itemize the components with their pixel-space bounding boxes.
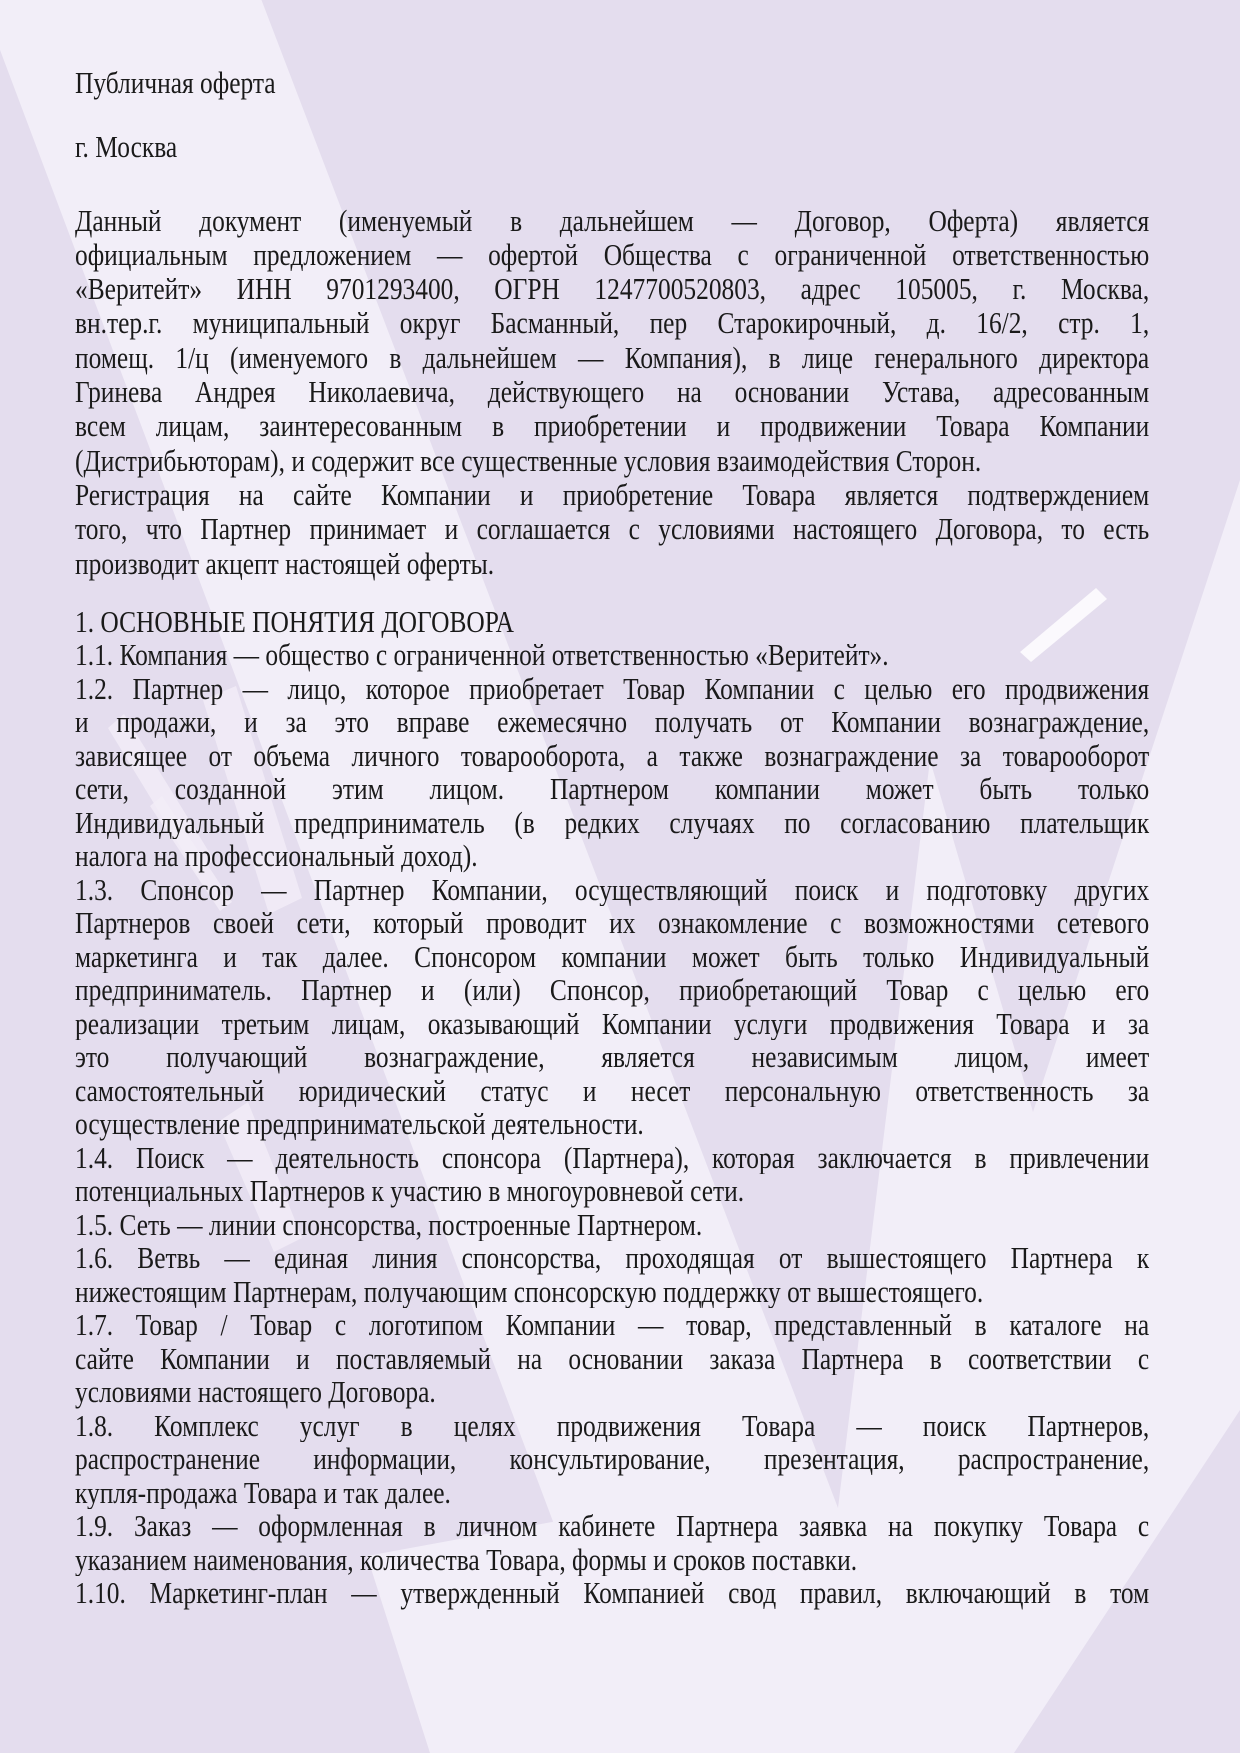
clause-1-5 (75, 1208, 1240, 1242)
text-line: сайте Компании и поставляемый на основании заказа Партнера в соответствии с (75, 1341, 1150, 1376)
text-line: предприниматель. Партнер и (или) Спонсор, приобретающий Товар с целью его (75, 973, 1150, 1007)
text-line: 1.4. Поиск — деятельность спонсора (Партнера), которая заключается в привлечении (75, 1140, 1150, 1175)
clause-1-9 (75, 1509, 1240, 1576)
text-line: 1.3. Спонсор — Партнер Компании, осуществляющий поиск и подготовку других (75, 872, 1150, 907)
document-body (75, 204, 1240, 1610)
text-line: налога на профессиональный доход). (75, 839, 478, 873)
text-line: указанием наименования, количества Товара, формы и сроков поставки. (75, 1542, 858, 1577)
text-line: это получающий вознаграждение, является независимым лицом, имеет (75, 1040, 1150, 1074)
clause-1-2 (75, 672, 1240, 873)
text-line: (Дистрибьюторам), и содержит все существенные условия взаимодействия Сторон. (75, 443, 982, 478)
text-line: Гринева Андрея Николаевича, действующего на основании Устава, адресованным (75, 375, 1150, 410)
document-title: Публичная оферта (75, 66, 276, 100)
text-line: всем лицам, заинтересованным в приобретении и продвижении Товара Компании (75, 409, 1150, 444)
text-line: нижестоящим Партнерам, получающим спонсорскую поддержку от вышестоящего. (75, 1274, 984, 1309)
text-line: 1. ОСНОВНЫЕ ПОНЯТИЯ ДОГОВОРА (75, 604, 515, 639)
text-line: купля-продажа Товара и так далее. (75, 1475, 451, 1510)
text-line: Данный документ (именуемый в дальнейшем — Договор, Оферта) является (75, 203, 1150, 238)
text-line: производит акцепт настоящей оферты. (75, 546, 495, 581)
text-line: реализации третьим лицам, оказывающий Компании услуги продвижения Товара и за (75, 1006, 1150, 1041)
text-line: Регистрация на сайте Компании и приобретение Товара является подтверждением (75, 477, 1150, 512)
text-line: сети, созданной этим лицом. Партнером компании может быть только (75, 772, 1150, 806)
text-line: распространение информации, консультирование, презентация, распространение, (75, 1442, 1150, 1476)
clause-1-8 (75, 1409, 1240, 1510)
text-line: 1.7. Товар / Товар с логотипом Компании — товар, представленный в каталоге на (75, 1308, 1150, 1342)
text-line: вн.тер.г. муниципальный округ Басманный, пер Старокирочный, д. 16/2, стр. 1, (75, 306, 1150, 341)
intro-paragraph-2 (75, 478, 1240, 581)
text-line: потенциальных Партнеров к участию в многоуровневой сети. (75, 1174, 745, 1208)
text-line: 1.8. Комплекс услуг в целях продвижения Товара — поиск Партнеров, (75, 1408, 1150, 1443)
text-line: официальным предложением — офертой Общества с ограниченной ответственностью (75, 237, 1150, 272)
intro-paragraph-1 (75, 204, 1240, 478)
text-line: осуществление предпринимательской деятельности. (75, 1107, 644, 1141)
clause-1-3 (75, 873, 1240, 1141)
document-location: г. Москва (75, 130, 178, 165)
text-line: 1.2. Партнер — лицо, которое приобретает Товар Компании с целью его продвижения (75, 671, 1150, 706)
text-line: самостоятельный юридический статус и несет персональную ответственность за (75, 1073, 1150, 1108)
clause-1-6 (75, 1241, 1240, 1308)
clause-1-4 (75, 1141, 1240, 1208)
text-line: и продажи, и за это вправе ежемесячно получать от Компании вознаграждение, (75, 705, 1150, 739)
text-line: условиями настоящего Договора. (75, 1375, 436, 1409)
text-line: зависящее от объема личного товарооборота, а также вознаграждение за товарооборот (75, 738, 1150, 773)
text-line: 1.9. Заказ — оформленная в личном кабинете Партнера заявка на покупку Товара с (75, 1509, 1150, 1543)
text-line: Партнеров своей сети, который проводит их ознакомление с возможностями сетевого (75, 906, 1150, 940)
text-line: «Веритейт» ИНН 9701293400, ОГРН 1247700520803, адрес 105005, г. Москва, (75, 272, 1150, 307)
clause-1-7 (75, 1308, 1240, 1409)
text-line: помещ. 1/ц (именуемого в дальнейшем — Компания), в лице генерального директора (75, 340, 1150, 375)
text-line: 1.6. Ветвь — единая линия спонсорства, проходящая от вышестоящего Партнера к (75, 1241, 1150, 1275)
clause-1-1 (75, 638, 1240, 672)
clause-1-10 (75, 1576, 1240, 1610)
text-line: 1.1. Компания — общество с ограниченной ответственностью «Веритейт». (75, 638, 889, 672)
text-line: Индивидуальный предприниматель (в редких случаях по согласованию плательщик (75, 805, 1150, 840)
text-line: маркетинга и так далее. Спонсором компании может быть только Индивидуальный (75, 939, 1150, 974)
text-line: 1.5. Сеть — линии спонсорства, построенные Партнером. (75, 1207, 703, 1242)
section-1-heading (75, 605, 1240, 639)
text-line: того, что Партнер принимает и соглашается с условиями настоящего Договора, то есть (75, 512, 1150, 547)
text-line: 1.10. Маркетинг-план — утвержденный Компанией свод правил, включающий в том (75, 1576, 1150, 1610)
